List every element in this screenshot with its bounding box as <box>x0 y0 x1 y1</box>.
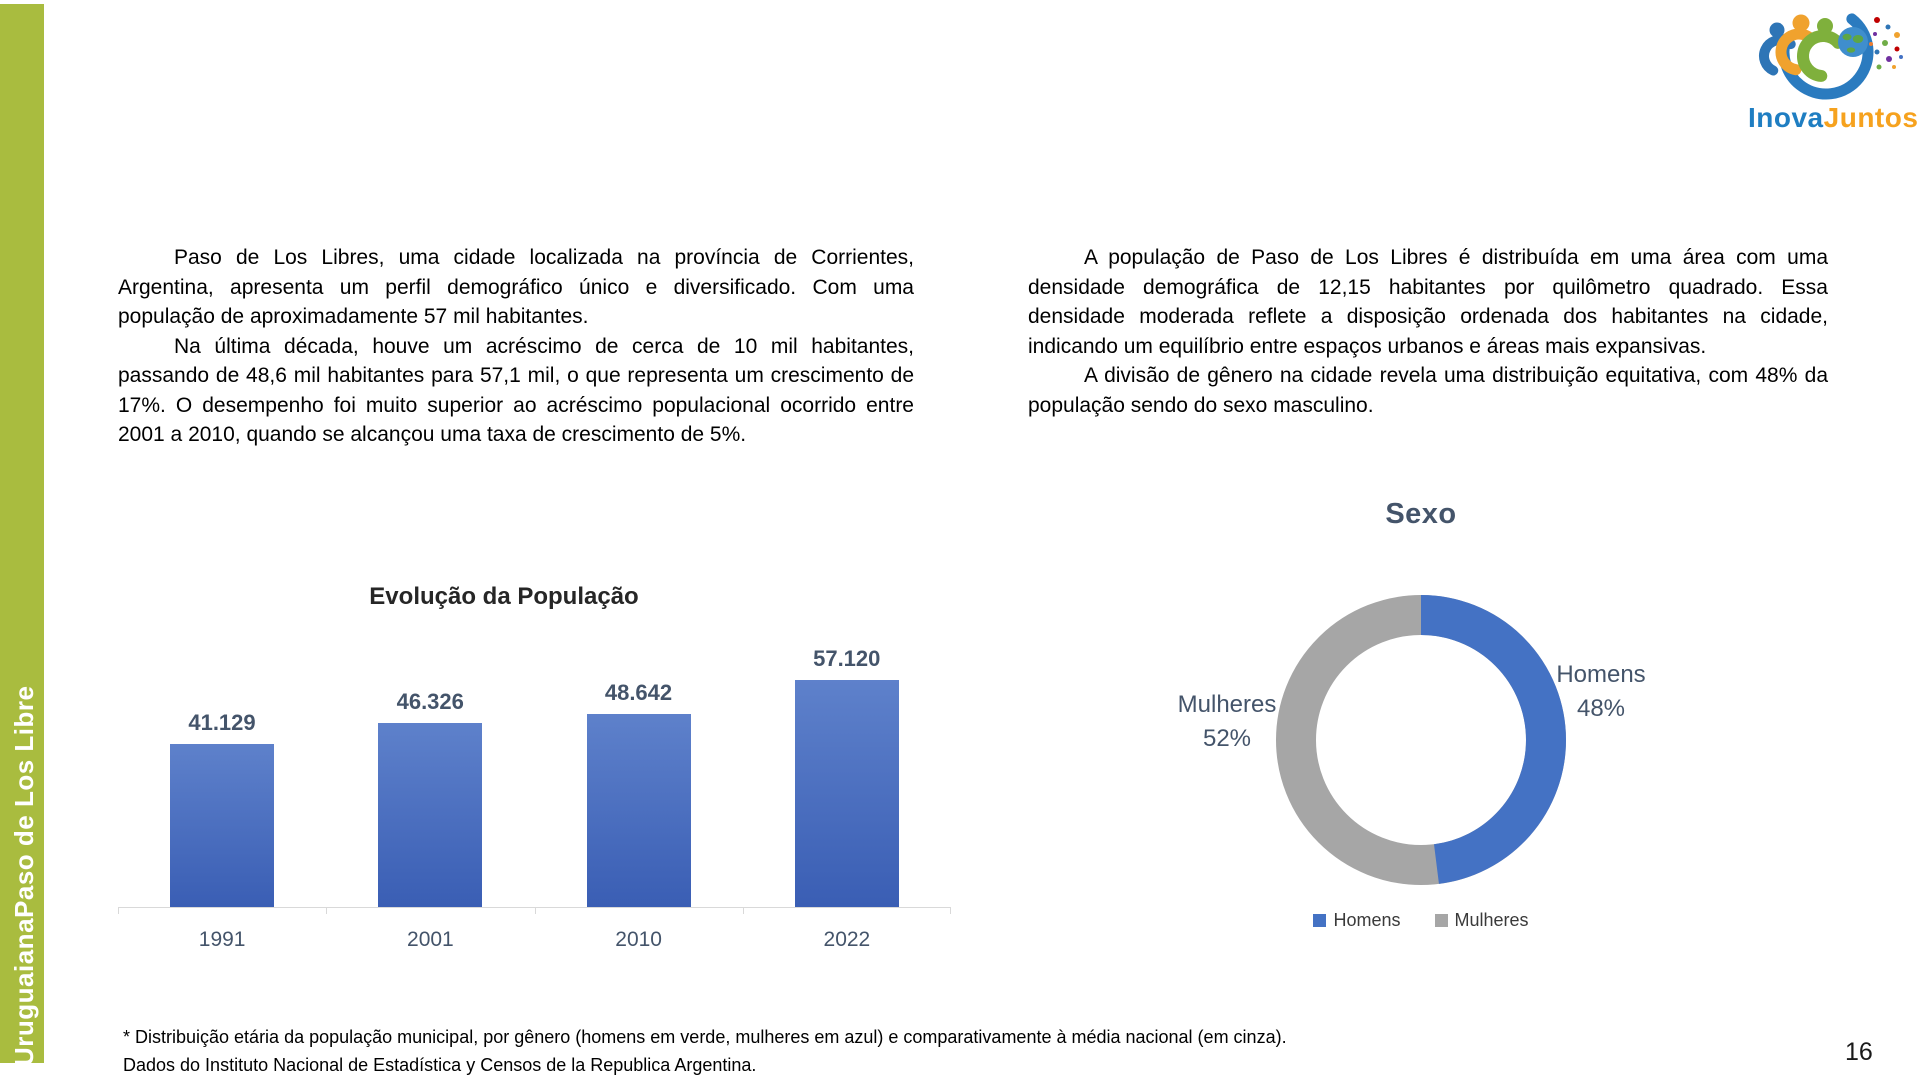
bar-2010 <box>587 714 691 907</box>
legend-swatch <box>1313 914 1326 927</box>
x-axis-tick <box>950 907 951 914</box>
bar-value-label: 46.326 <box>396 688 464 714</box>
bar-value-label: 41.129 <box>188 709 256 735</box>
sidebar-vertical-label: UruguaianaPaso de Los Libre <box>9 685 39 1066</box>
x-axis-label: 2010 <box>615 928 662 951</box>
x-axis-tick <box>535 907 536 914</box>
legend-label: Homens <box>1333 910 1401 930</box>
footnote-line2: Dados do Instituto Nacional de Estadística y Censos de la Republica Argentina. <box>123 1055 757 1075</box>
bar-chart-x-labels <box>118 928 951 952</box>
logo-word-inova: Inova <box>1748 102 1824 133</box>
bar-2022 <box>795 680 899 907</box>
x-axis-tick <box>743 907 744 914</box>
footnote-line1: * Distribuição etária da população municipal, por gênero (homens em verde, mulheres em azul) e comparativamente à média nacional (em cinza). <box>123 1027 1287 1047</box>
bar-1991 <box>170 744 274 907</box>
inovajuntos-logo-mark <box>1751 6 1907 104</box>
bar-2001 <box>378 723 482 907</box>
right-text-column <box>1028 243 1828 420</box>
logo-word-juntos: Juntos <box>1823 102 1919 133</box>
inovajuntos-logo <box>1748 6 1919 134</box>
paragraph: A divisão de gênero na cidade revela uma distribuição equitativa, com 48% da população sendo do sexo masculino. <box>1028 364 1828 417</box>
donut-label-mulheres-pct: 52% <box>1202 725 1252 752</box>
bar-value-label: 48.642 <box>604 679 673 705</box>
legend-label: Mulheres <box>1454 910 1529 930</box>
page-number: 16 <box>1845 1038 1873 1066</box>
paragraph: A população de Paso de Los Libres é distribuída em uma área com uma densidade demográfica de 12,15 habitantes por quilômetro quadrado. Essa densidade moderada reflete a disposição ordenada dos habitantes na cidade, indicando um equilíbrio entre espaços urbanos e áreas mais expansivas. <box>1028 246 1828 358</box>
legend-item-mulheres <box>1435 910 1529 931</box>
legend-item-homens <box>1313 910 1400 931</box>
donut-label-homens-name: Homens <box>1556 661 1646 688</box>
x-axis-label: 2022 <box>823 928 871 951</box>
bar-value-label: 57.120 <box>813 646 881 671</box>
donut-label-homens-pct: 48% <box>1576 695 1626 722</box>
paragraph: Na última década, houve um acréscimo de cerca de 10 mil habitantes, passando de 48,6 mil habitantes para 57,1 mil, o que representa um crescimento de 17%. O desempenho foi muito superior ao acréscimo populacional ocorrido entre 2001 a 2010, quando se alcançou uma taxa de crescimento de 5%. <box>118 334 914 446</box>
inovajuntos-logo-text <box>1748 102 1919 134</box>
legend-swatch <box>1435 914 1448 927</box>
bar-chart-plot <box>118 640 951 907</box>
paragraph: Paso de Los Libres, uma cidade localizada na província de Corrientes, Argentina, apresenta um perfil demográfico único e diversificado. Com uma população de aproximadamente 57 mil habitantes. <box>118 246 914 328</box>
donut-chart-title: Sexo <box>1385 498 1457 530</box>
footnote <box>123 1023 1623 1079</box>
x-axis-tick <box>326 907 327 914</box>
donut-label-mulheres-name: Mulheres <box>1177 691 1277 718</box>
donut-label-mulheres <box>1152 688 1302 756</box>
donut-label-homens <box>1526 658 1676 726</box>
donut-chart <box>1276 595 1566 885</box>
x-axis-tick <box>118 907 119 914</box>
donut-chart-legend <box>1256 910 1586 931</box>
x-axis-label: 1991 <box>198 928 246 951</box>
x-axis-label: 2001 <box>407 928 454 951</box>
bar-chart-title: Evolução da População <box>369 583 639 610</box>
left-text-column <box>118 243 914 450</box>
